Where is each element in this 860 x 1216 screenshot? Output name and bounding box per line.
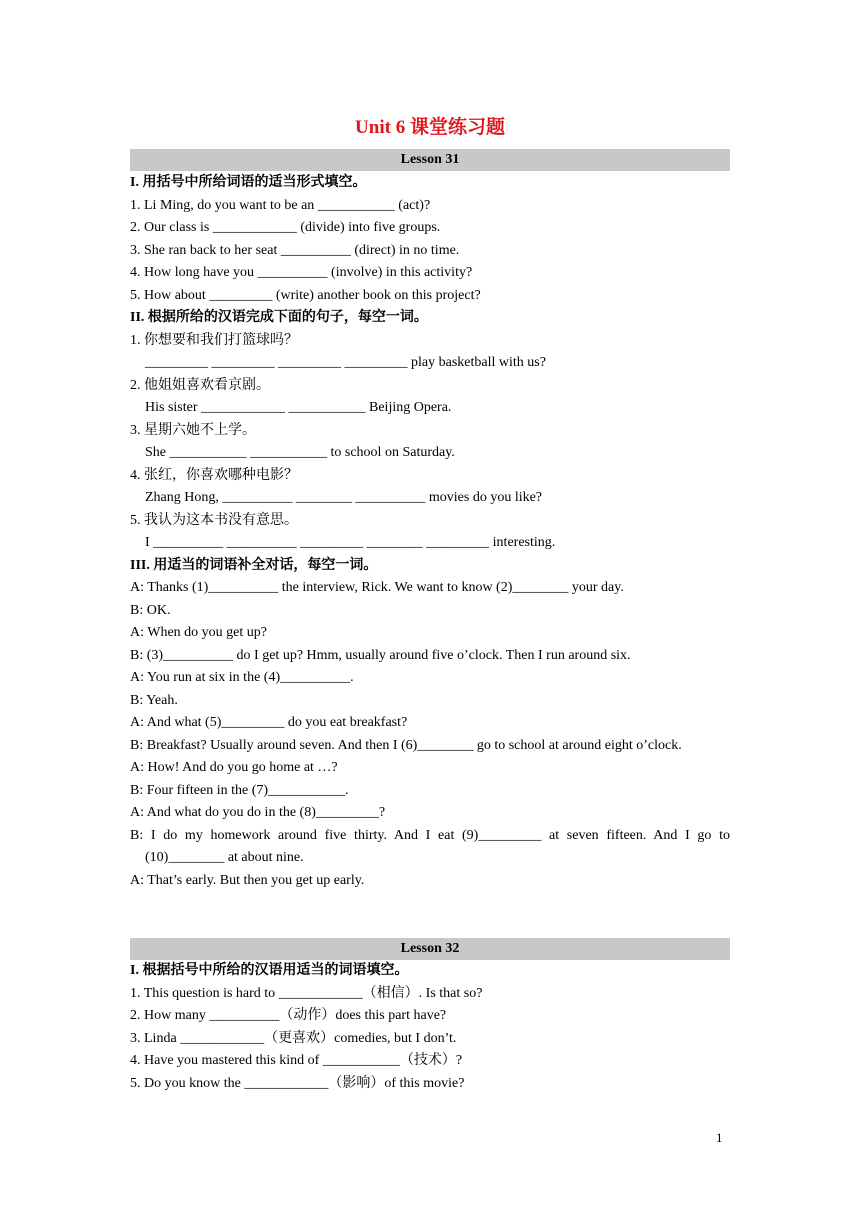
dialogue-line: B: I do my homework around five thirty. And I eat (9)_________ at seven fifteen. And I go to (130, 828, 730, 843)
dialogue-line: A: Thanks (1)__________ the interview, Rick. We want to know (2)________ your day. (130, 580, 624, 595)
page-title: Unit 6 课堂练习题 (355, 117, 505, 138)
exercise-line: Zhang Hong, __________ ________ __________ movies do you like? (145, 490, 543, 505)
exercise-line: _________ _________ _________ _________ play basketball with us? (145, 355, 546, 370)
dialogue-line: A: That’s early. But then you get up early. (130, 873, 365, 888)
section-heading: I. 用括号中所给词语的适当形式填空。 (130, 175, 367, 190)
exercise-line: 3. She ran back to her seat __________ (direct) in no time. (130, 243, 460, 258)
page-number: 1 (716, 1130, 723, 1145)
exercise-line: 5. Do you know the ____________（影响）of this movie? (130, 1076, 465, 1091)
dialogue-line: B: Breakfast? Usually around seven. And then I (6)________ go to school at around eight o’clock. (130, 738, 682, 753)
exercise-line: 1. Li Ming, do you want to be an ___________ (act)? (130, 198, 431, 213)
dialogue-line: B: Yeah. (130, 693, 178, 708)
dialogue-line: B: (3)__________ do I get up? Hmm, usually around five o’clock. Then I run around six. (130, 648, 631, 663)
dialogue-line: B: OK. (130, 603, 171, 618)
exercise-line: 4. How long have you __________ (involve) in this activity? (130, 265, 473, 280)
exercise-line: 1. This question is hard to ____________（相信）. Is that so? (130, 986, 483, 1001)
lesson-32-header: Lesson 32 (130, 938, 730, 960)
dialogue-line: A: And what do you do in the (8)_________? (130, 805, 386, 820)
section-heading: II. 根据所给的汉语完成下面的句子，每空一词。 (130, 310, 428, 325)
dialogue-line: (10)________ at about nine. (145, 850, 304, 865)
exercise-line: 2. 他姐姐喜欢看京剧。 (130, 378, 270, 393)
exercise-line: 4. Have you mastered this kind of ___________（技术）? (130, 1053, 463, 1068)
dialogue-line: A: When do you get up? (130, 625, 267, 640)
exercise-line: 3. Linda ____________（更喜欢）comedies, but I don’t. (130, 1031, 457, 1046)
exercise-line: 1. 你想要和我们打篮球吗？ (130, 333, 298, 348)
dialogue-line: A: You run at six in the (4)__________. (130, 670, 354, 685)
dialogue-line: A: And what (5)_________ do you eat breakfast? (130, 715, 408, 730)
exercise-line: 5. How about _________ (write) another book on this project? (130, 288, 481, 303)
exercise-line: I __________ __________ _________ ________ _________ interesting. (145, 535, 556, 550)
exercise-line: His sister ____________ ___________ Beijing Opera. (145, 400, 452, 415)
exercise-line: 5. 我认为这本书没有意思。 (130, 513, 298, 528)
exercise-line: 2. How many __________（动作）does this part have? (130, 1008, 447, 1023)
exercise-line: 4. 张红，你喜欢哪种电影？ (130, 468, 298, 483)
section-heading: III. 用适当的词语补全对话，每空一词。 (130, 558, 378, 573)
dialogue-line: B: Four fifteen in the (7)___________. (130, 783, 349, 798)
dialogue-line: A: How! And do you go home at …? (130, 760, 338, 775)
exercise-line: 2. Our class is ____________ (divide) into five groups. (130, 220, 441, 235)
exercise-line: She ___________ ___________ to school on Saturday. (145, 445, 455, 460)
exercise-line: 3. 星期六她不上学。 (130, 423, 256, 438)
section-heading: I. 根据括号中所给的汉语用适当的词语填空。 (130, 963, 409, 978)
lesson-31-header: Lesson 31 (130, 149, 730, 171)
